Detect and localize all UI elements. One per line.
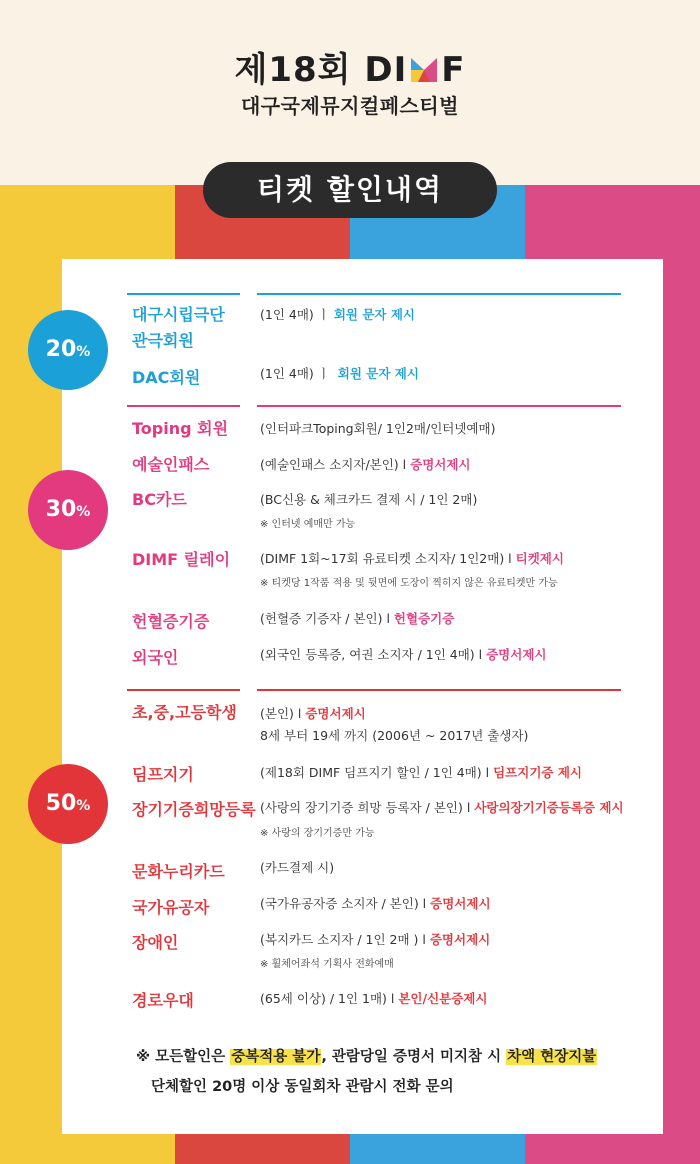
detail-dac-member: (1인 4매) ㅣ 회원 문자 제시 — [260, 366, 419, 381]
detail-toping: (인터파크Toping회원/ 1인2매/인터넷예매) — [260, 421, 496, 436]
detail-dimf-jigi: (제18회 DIMF 딤프지기 할인 / 1인 4매) l 딤프지기증 제시 — [260, 765, 582, 780]
label-bc-card: BC카드 — [132, 490, 187, 509]
note-organ-donor: ※ 사랑의 장기기증만 가능 — [260, 828, 375, 839]
divider-30-label — [127, 405, 240, 407]
ticket-discount-title: 티켓 할인내역 — [203, 162, 497, 218]
note-disabled: ※ 휠체어좌석 기획사 전화예매 — [260, 959, 394, 970]
festival-subtitle: 대구국제뮤지컬페스티벌 — [240, 94, 460, 118]
detail-national-merit: (국가유공자증 소지자 / 본인) l 증명서제시 — [260, 896, 491, 911]
label-blood-donation: 헌혈증기증 — [132, 612, 210, 631]
label-culture-card: 문화누리카드 — [132, 862, 225, 881]
badge-50-percent: 50% — [28, 764, 108, 844]
detail-blood-donation: (헌혈증 기증자 / 본인) l 헌혈증기증 — [260, 611, 455, 626]
label-foreigner: 외국인 — [132, 648, 179, 667]
detail-artist-pass: (예술인패스 소지자/본인) l 증명서제시 — [260, 457, 471, 472]
detail-organ-donor: (사랑의 장기기증 희망 등록자 / 본인) l 사랑의장기기증등록증 제시 — [260, 800, 624, 815]
detail-bc-card: (BC신용 & 체크카드 결제 시 / 1인 2매) — [260, 492, 478, 507]
footer-note-1: ※ 모든할인은 중복적용 불가, 관람당일 증명서 미지참 시 차액 현장지불 — [136, 1049, 597, 1065]
divider-50-label — [127, 689, 240, 691]
label-national-merit: 국가유공자 — [132, 898, 210, 917]
label-toping: Toping 회원 — [132, 419, 229, 438]
footer-note-2: 단체할인 20명 이상 동일회차 관람시 전화 문의 — [151, 1079, 454, 1095]
title-prefix: 제18회 DI — [234, 50, 408, 90]
badge-30-percent: 30% — [28, 470, 108, 550]
label-organ-donor: 장기기증희망등록 — [132, 800, 256, 819]
detail-daegu-theater: (1인 4매) ㅣ 회원 문자 제시 — [260, 307, 415, 322]
note-dimf-relay: ※ 티켓당 1작품 적용 및 뒷면에 도장이 찍히지 않은 유료티켓만 가능 — [260, 578, 558, 589]
label-dac-member: DAC회원 — [132, 368, 201, 387]
festival-title — [0, 42, 700, 91]
detail-foreigner: (외국인 등록증, 여권 소지자 / 1인 4매) l 증명서제시 — [260, 647, 547, 662]
divider-30-detail — [257, 405, 621, 407]
divider-50-detail — [257, 689, 621, 691]
label-artist-pass: 예술인패스 — [132, 455, 210, 474]
detail-culture-card: (카드결제 시) — [260, 860, 335, 875]
detail-dimf-relay: (DIMF 1회~17회 유료티켓 소지자/ 1인2매) l 티켓제시 — [260, 551, 564, 566]
title-suffix: F — [441, 50, 466, 90]
divider-20-detail — [257, 293, 621, 295]
highlight-pay-difference: 차액 현장지불 — [507, 1049, 597, 1065]
label-disabled: 장애인 — [132, 933, 179, 952]
highlight-no-duplicate: 중복적용 불가 — [231, 1049, 321, 1065]
badge-20-percent: 20% — [28, 310, 108, 390]
label-daegu-theater-2: 관극회원 — [132, 331, 194, 350]
divider-20-label — [127, 293, 240, 295]
detail-disabled: (복지카드 소지자 / 1인 2매 ) l 증명서제시 — [260, 932, 491, 947]
label-students: 초,중,고등학생 — [132, 703, 237, 722]
detail-seniors: (65세 이상) / 1인 1매) l 본인/신분증제시 — [260, 991, 488, 1006]
dimf-m-logo-icon — [409, 54, 439, 84]
detail-students: (본인) l 증명서제시 — [260, 706, 366, 721]
label-dimf-jigi: 딤프지기 — [132, 765, 194, 784]
detail-students-age: 8세 부터 19세 까지 (2006년 ~ 2017년 출생자) — [260, 728, 529, 743]
label-dimf-relay: DIMF 릴레이 — [132, 550, 231, 569]
note-bc-card: ※ 인터넷 예매만 가능 — [260, 519, 356, 530]
header — [0, 0, 700, 185]
label-seniors: 경로우대 — [132, 991, 194, 1010]
label-daegu-theater-1: 대구시립극단 — [132, 305, 225, 324]
